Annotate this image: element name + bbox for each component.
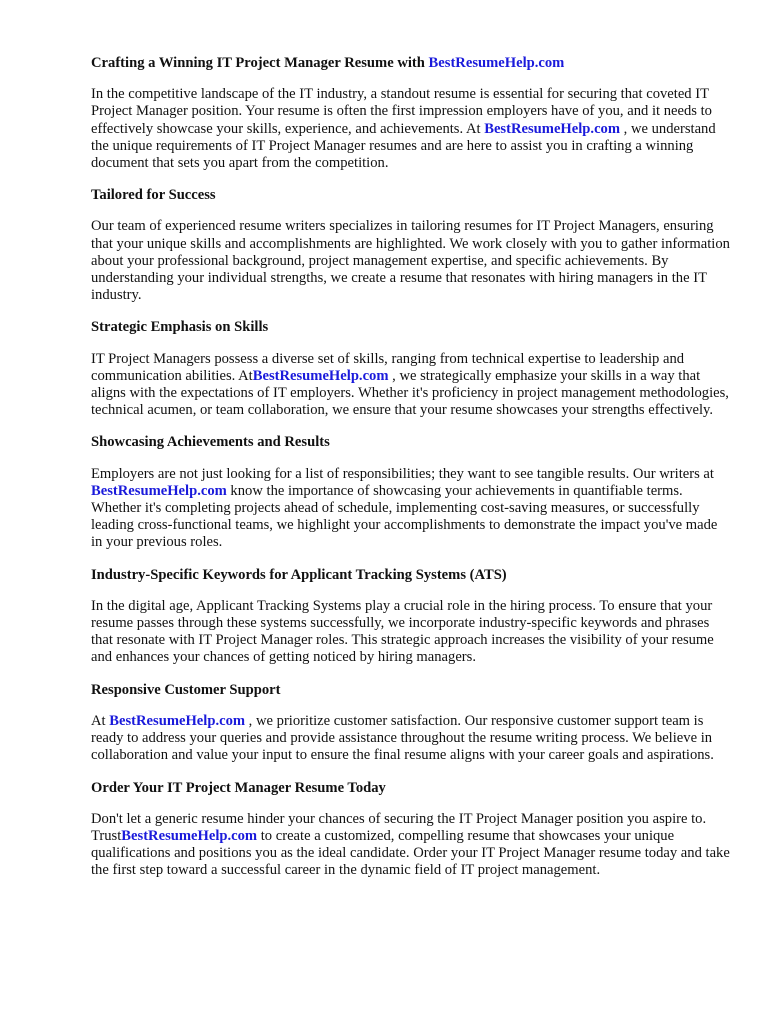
- section-body-achievements: [91, 466, 731, 552]
- intro-paragraph: [91, 86, 731, 172]
- section-body-skills: [91, 351, 731, 420]
- intro-brand-link[interactable]: BestResumeHelp.com: [484, 120, 620, 137]
- order-text-1: Don't let a generic resume hinder your chances of securing the IT Project Manager position you aspire to. Trust: [91, 810, 707, 844]
- section-heading-support: Responsive Customer Support: [91, 681, 281, 698]
- skills-text-1: IT Project Managers possess a diverse set of skills, ranging from technical expertise to leadership and communication abilities. At: [91, 350, 685, 384]
- intro-text-2: , we understand the unique requirements of IT Project Manager resumes and are here to assist you in crafting a winning document that sets you apart from the competition.: [91, 120, 716, 172]
- support-brand-link[interactable]: BestResumeHelp.com: [109, 712, 246, 729]
- section-body-tailored: Our team of experienced resume writers specializes in tailoring resumes for IT Project Managers, ensuring that your unique skills and accomplishments are highlighted. We work closely with you to gather information about your professional background, project management expertise, and specific achievements. By understanding your individual strengths, we create a resume that resonates with hiring managers in the IT industry.: [91, 218, 730, 304]
- document-title: [91, 55, 731, 72]
- achievements-text-2: know the importance of showcasing your achievements in quantifiable terms. Whether it's completing projects ahead of schedule, implementing cost-saving measures, or successfully leading cross-functional teams, we highlight your accomplishments to demonstrate the impact you've made in your previous roles.: [91, 482, 718, 551]
- skills-text-2: , we strategically emphasize your skills in a way that aligns with the expectations of IT employers. Whether it's proficiency in project management methodologies, technical acumen, or team collaboration, we ensure that your resume showcases your strengths effectively.: [91, 367, 729, 419]
- section-body-support: [91, 713, 731, 765]
- skills-brand-link[interactable]: BestResumeHelp.com: [252, 367, 389, 384]
- section-heading-ats: Industry-Specific Keywords for Applicant Tracking Systems (ATS): [91, 566, 507, 583]
- order-text-2: to create a customized, compelling resume that showcases your unique qualifications and positions you as the ideal candidate. Order your IT Project Manager resume today and take the first step toward a successful career in the dynamic field of IT project management.: [91, 827, 730, 879]
- section-heading-tailored: Tailored for Success: [91, 187, 216, 204]
- document-page: [91, 55, 731, 895]
- title-brand-link[interactable]: BestResumeHelp.com: [428, 55, 565, 71]
- section-heading-order: Order Your IT Project Manager Resume Today: [91, 779, 386, 796]
- order-brand-link[interactable]: BestResumeHelp.com: [121, 827, 258, 844]
- section-body-order: [91, 811, 731, 880]
- intro-text-1: In the competitive landscape of the IT industry, a standout resume is essential for securing that coveted IT Project Manager position. Your resume is often the first impression employers have of you, and it needs to effectively showcase your skills, experience, and achievements. At: [91, 86, 712, 137]
- section-body-ats: In the digital age, Applicant Tracking Systems play a crucial role in the hiring process. To ensure that your resume passes through these systems successfully, we incorporate industry-specific keywords and phrases that resonate with IT Project Manager roles. This strategic approach increases the visibility of your resume and enhances your chances of getting noticed by hiring managers.: [91, 597, 714, 666]
- achievements-brand-link[interactable]: BestResumeHelp.com: [91, 482, 227, 499]
- support-text-2: , we prioritize customer satisfaction. Our responsive customer support team is ready to address your queries and provide assistance throughout the resume writing process. We believe in collaboration and value your input to ensure the final resume aligns with your career goals and aspirations.: [91, 712, 714, 764]
- section-heading-skills: Strategic Emphasis on Skills: [91, 319, 269, 336]
- section-heading-achievements: Showcasing Achievements and Results: [91, 434, 330, 451]
- title-text: Crafting a Winning IT Project Manager Resume with: [91, 55, 429, 71]
- support-text-1: At: [91, 712, 110, 729]
- achievements-text-1: Employers are not just looking for a list of responsibilities; they want to see tangible results. Our writers at: [91, 465, 714, 482]
